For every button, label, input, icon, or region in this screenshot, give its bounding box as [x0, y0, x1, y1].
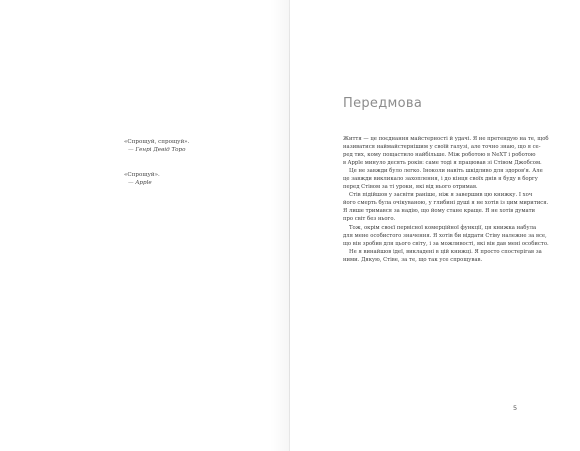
text-line: його смерть була очікуваною, у глибині душі я не хотів із цим миритися.: [343, 200, 549, 207]
left-page: [0, 0, 289, 451]
gutter-shadow-left: [270, 0, 289, 451]
chapter-title: Передмова: [343, 96, 423, 111]
epigraph-thoreau: [124, 139, 189, 154]
text-line: для мене особистого значення. Я хотів би віддати Стіву належне за все,: [343, 232, 547, 239]
text-line: в Apple минуло десять років: саме тоді я працював зі Стівом Джобсом.: [343, 160, 542, 167]
text-line: Тож, окрім своєї первісної комерційної функції, ця книжка набула: [349, 224, 537, 231]
page-number: 5: [513, 404, 518, 412]
epigraph-apple: [124, 172, 160, 187]
text-line: Не я винайшов ідеї, викладені в цій книжці. Я просто спостерігав за: [349, 248, 542, 255]
epigraph-attribution: — Apple: [128, 179, 152, 186]
text-line: називатися наймайстернішим у своїй галузі, але точно знаю, що я се-: [343, 144, 541, 151]
epigraph-text: «Спрощуй, спрощуй».: [124, 139, 190, 145]
epigraph-attribution: — Генрі Девід Торо: [128, 146, 186, 153]
preface-body: [343, 135, 549, 264]
text-line: перед Стівом за ті уроки, які від нього отримав.: [343, 184, 478, 191]
text-line: Стів підійшов у засвіти раніше, ніж я завершив цю книжку. І хоч: [349, 192, 533, 199]
text-line: що він зробив для цього світу, і за можливості, які він дав мені особисто.: [343, 240, 549, 247]
text-line: ред тих, кому пощастило найбільше. Між роботою в NeXT і роботою: [343, 152, 536, 159]
text-line: про світ без нього.: [343, 216, 396, 223]
epigraph-text: «Спрощуй».: [124, 172, 160, 178]
text-line: Це не завжди було легко. Іноколи навіть шкідливо для здоров'я. Але: [349, 168, 543, 175]
text-line: Я лише тримався за надію, що йому стане краще. Я не хотів думати: [343, 208, 536, 215]
text-line: Життя — це поєднання майстерності й удачі. Я не претендую на те, щоб: [343, 136, 549, 142]
text-line: це завжди викликало захоплення, і до кінця своїх днів я буду в боргу: [343, 176, 538, 183]
text-line: ними. Дякую, Стіве, за те, що так усе спрощував.: [343, 256, 483, 263]
